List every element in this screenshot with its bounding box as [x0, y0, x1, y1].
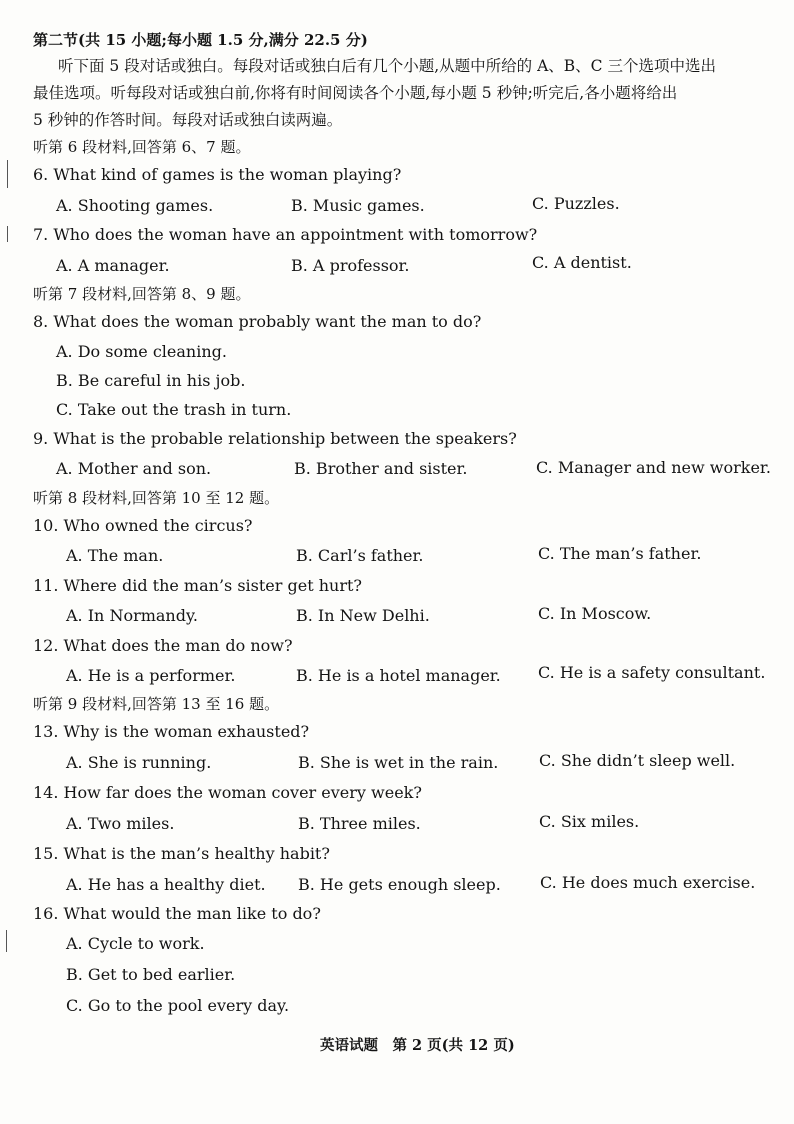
- option-11a: A. In Normandy.: [66, 606, 198, 625]
- option-7c: C. A dentist.: [532, 253, 632, 272]
- instructions-line-1: 听下面 5 段对话或独白。每段对话或独白后有几个小题,从题中所给的 A、B、C 三个选项中选出: [58, 57, 716, 75]
- option-9c: C. Manager and new worker.: [536, 458, 771, 477]
- scan-margin-mark: [7, 226, 8, 242]
- instructions-line-2: 最佳选项。听每段对话或独白前,你将有时间阅读各个小题,每小题 5 秒钟;听完后,各小题将给出: [33, 84, 678, 102]
- option-13c: C. She didn’t sleep well.: [539, 751, 736, 770]
- option-8c: C. Take out the trash in turn.: [56, 400, 292, 419]
- option-10b: B. Carl’s father.: [296, 546, 424, 565]
- option-11c: C. In Moscow.: [538, 604, 652, 623]
- option-16b: B. Get to bed earlier.: [66, 965, 236, 984]
- option-9b: B. Brother and sister.: [294, 459, 468, 478]
- question-9: 9. What is the probable relationship between the speakers?: [33, 429, 517, 448]
- option-12a: A. He is a performer.: [66, 666, 236, 685]
- option-6c: C. Puzzles.: [532, 194, 620, 213]
- question-16: 16. What would the man like to do?: [33, 904, 321, 923]
- option-10a: A. The man.: [66, 546, 164, 565]
- option-13a: A. She is running.: [66, 753, 212, 772]
- question-11: 11. Where did the man’s sister get hurt?: [33, 576, 362, 595]
- scan-margin-mark: [7, 160, 8, 188]
- group-header-6: 听第 6 段材料,回答第 6、7 题。: [33, 138, 251, 156]
- option-12c: C. He is a safety consultant.: [538, 663, 766, 682]
- option-9a: A. Mother and son.: [56, 459, 212, 478]
- option-14b: B. Three miles.: [298, 814, 421, 833]
- scan-margin-mark: [6, 930, 7, 952]
- option-15a: A. He has a healthy diet.: [66, 875, 266, 894]
- option-16c: C. Go to the pool every day.: [66, 996, 290, 1015]
- option-8b: B. Be careful in his job.: [56, 371, 246, 390]
- option-10c: C. The man’s father.: [538, 544, 702, 563]
- option-14c: C. Six miles.: [539, 812, 640, 831]
- group-header-9: 听第 9 段材料,回答第 13 至 16 题。: [33, 695, 280, 713]
- question-12: 12. What does the man do now?: [33, 636, 293, 655]
- question-10: 10. Who owned the circus?: [33, 516, 253, 535]
- section-header: 第二节(共 15 小题;每小题 1.5 分,满分 22.5 分): [33, 31, 368, 49]
- instructions-line-3: 5 秒钟的作答时间。每段对话或独白读两遍。: [33, 111, 343, 129]
- option-6a: A. Shooting games.: [56, 196, 214, 215]
- option-15c: C. He does much exercise.: [540, 873, 756, 892]
- page-footer: 英语试题 第 2 页(共 12 页): [320, 1037, 515, 1054]
- option-15b: B. He gets enough sleep.: [298, 875, 501, 894]
- question-13: 13. Why is the woman exhausted?: [33, 722, 310, 741]
- question-7: 7. Who does the woman have an appointment with tomorrow?: [33, 225, 538, 244]
- question-6: 6. What kind of games is the woman playing?: [33, 165, 402, 184]
- group-header-8: 听第 8 段材料,回答第 10 至 12 题。: [33, 489, 280, 507]
- option-14a: A. Two miles.: [66, 814, 175, 833]
- question-8: 8. What does the woman probably want the man to do?: [33, 312, 482, 331]
- option-11b: B. In New Delhi.: [296, 606, 430, 625]
- option-8a: A. Do some cleaning.: [56, 342, 227, 361]
- option-12b: B. He is a hotel manager.: [296, 666, 501, 685]
- option-7b: B. A professor.: [291, 256, 410, 275]
- option-6b: B. Music games.: [291, 196, 425, 215]
- option-7a: A. A manager.: [56, 256, 170, 275]
- option-13b: B. She is wet in the rain.: [298, 753, 499, 772]
- question-14: 14. How far does the woman cover every week?: [33, 783, 422, 802]
- group-header-7: 听第 7 段材料,回答第 8、9 题。: [33, 285, 251, 303]
- question-15: 15. What is the man’s healthy habit?: [33, 844, 330, 863]
- option-16a: A. Cycle to work.: [66, 934, 205, 953]
